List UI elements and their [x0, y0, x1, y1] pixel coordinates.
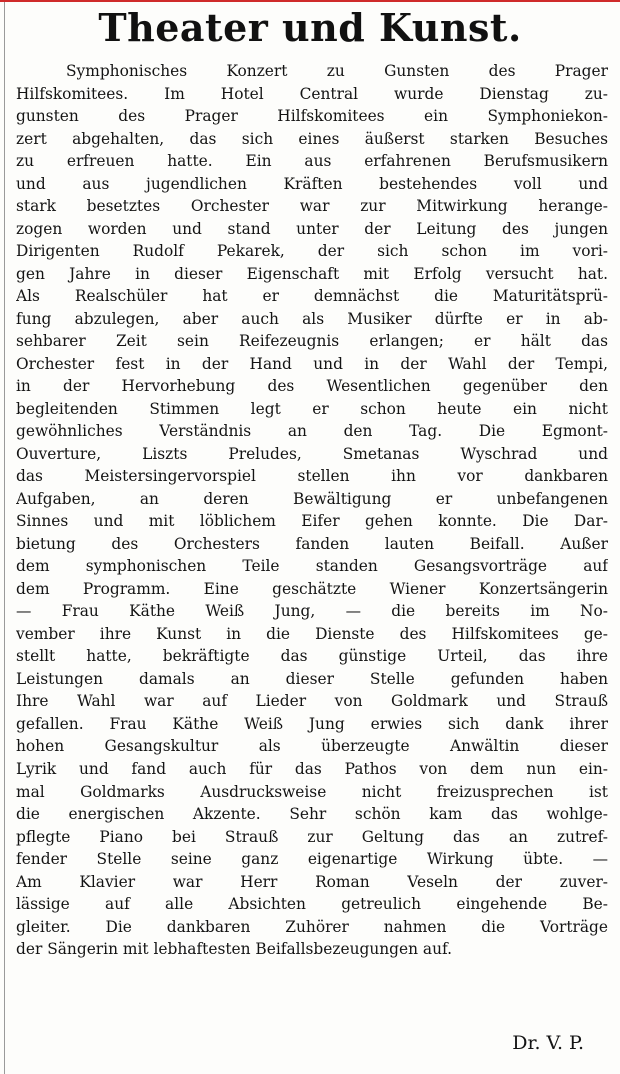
article-line: mal Goldmarks Ausdrucksweise nicht freizusprechen ist	[16, 782, 608, 801]
article-line: gewöhnliches Verständnis an den Tag. Die Egmont-	[16, 422, 608, 441]
article-line: lässige auf alle Absichten getreulich eingehende Be-	[16, 895, 608, 914]
top-border-rule	[0, 0, 620, 2]
author-signature: Dr. V. P.	[512, 1032, 584, 1054]
article-line: sehbarer Zeit sein Reifezeugnis erlangen; er hält das	[16, 332, 608, 351]
article-line: zert abgehalten, das sich eines äußerst starken Besuches	[16, 129, 608, 148]
article-body	[16, 60, 608, 961]
article-line: pflegte Piano bei Strauß zur Geltung das an zutref-	[16, 827, 608, 846]
article-line: Leistungen damals an dieser Stelle gefunden haben	[16, 669, 608, 688]
article-line: gen Jahre in dieser Eigenschaft mit Erfolg versucht hat.	[16, 264, 608, 283]
article-line: die energischen Akzente. Sehr schön kam das wohlge-	[16, 805, 608, 824]
column-rule	[4, 2, 5, 1074]
article-line: bietung des Orchesters fanden lauten Beifall. Außer	[16, 534, 608, 553]
article-line: — Frau Käthe Weiß Jung, — die bereits im No-	[16, 602, 608, 621]
article-line: Symphonisches Konzert zu Gunsten des Prager	[66, 62, 608, 80]
article-line: in der Hervorhebung des Wesentlichen gegenüber den	[16, 377, 608, 396]
article-line: Dirigenten Rudolf Pekarek, der sich schon im vori-	[16, 242, 608, 261]
article-line: Sinnes und mit löblichem Eifer gehen konnte. Die Dar-	[16, 512, 608, 531]
article-line: Hilfskomitees. Im Hotel Central wurde Dienstag zu-	[16, 84, 608, 103]
article-line: zogen worden und stand unter der Leitung des jungen	[16, 219, 608, 238]
section-headline: Theater und Kunst.	[98, 5, 522, 50]
article-line: Ihre Wahl war auf Lieder von Goldmark und Strauß	[16, 692, 608, 711]
article-line: dem Programm. Eine geschätzte Wiener Konzertsängerin	[16, 579, 608, 598]
article-line: fender Stelle seine ganz eigenartige Wirkung übte. —	[16, 850, 608, 869]
article-line: und aus jugendlichen Kräften bestehendes voll und	[16, 174, 608, 193]
article-line: Lyrik und fand auch für das Pathos von dem nun ein-	[16, 759, 608, 778]
article-line: zu erfreuen hatte. Ein aus erfahrenen Berufsmusikern	[16, 152, 608, 171]
article-line: gefallen. Frau Käthe Weiß Jung erwies sich dank ihrer	[16, 714, 608, 733]
article-line: stellt hatte, bekräftigte das günstige Urteil, das ihre	[16, 647, 608, 666]
article-line: das Meistersingervorspiel stellen ihn vor dankbaren	[16, 467, 608, 486]
article-line: vember ihre Kunst in die Dienste des Hilfskomitees ge-	[16, 624, 608, 643]
article-line: Am Klavier war Herr Roman Veseln der zuver-	[16, 872, 608, 891]
article-line: dem symphonischen Teile standen Gesangsvorträge auf	[16, 557, 608, 576]
article-line: hohen Gesangskultur als überzeugte Anwältin dieser	[16, 737, 608, 756]
article-line: gunsten des Prager Hilfskomitees ein Symphoniekon-	[16, 107, 608, 126]
article-line: Aufgaben, an deren Bewältigung er unbefangenen	[16, 489, 608, 508]
article-line: Als Realschüler hat er demnächst die Maturitätsprü-	[16, 287, 608, 306]
article-line: der Sängerin mit lebhaftesten Beifallsbezeugungen auf.	[16, 940, 453, 959]
article-line: Ouverture, Liszts Preludes, Smetanas Wyschrad und	[16, 444, 608, 463]
article-line: gleiter. Die dankbaren Zuhörer nahmen die Vorträge	[16, 917, 608, 936]
article-line: Orchester fest in der Hand und in der Wahl der Tempi,	[16, 354, 608, 373]
article-line: fung abzulegen, aber auch als Musiker dürfte er in ab-	[16, 309, 608, 328]
article-line: stark besetztes Orchester war zur Mitwirkung herange-	[16, 197, 608, 216]
article-line: begleitenden Stimmen legt er schon heute ein nicht	[16, 399, 608, 418]
